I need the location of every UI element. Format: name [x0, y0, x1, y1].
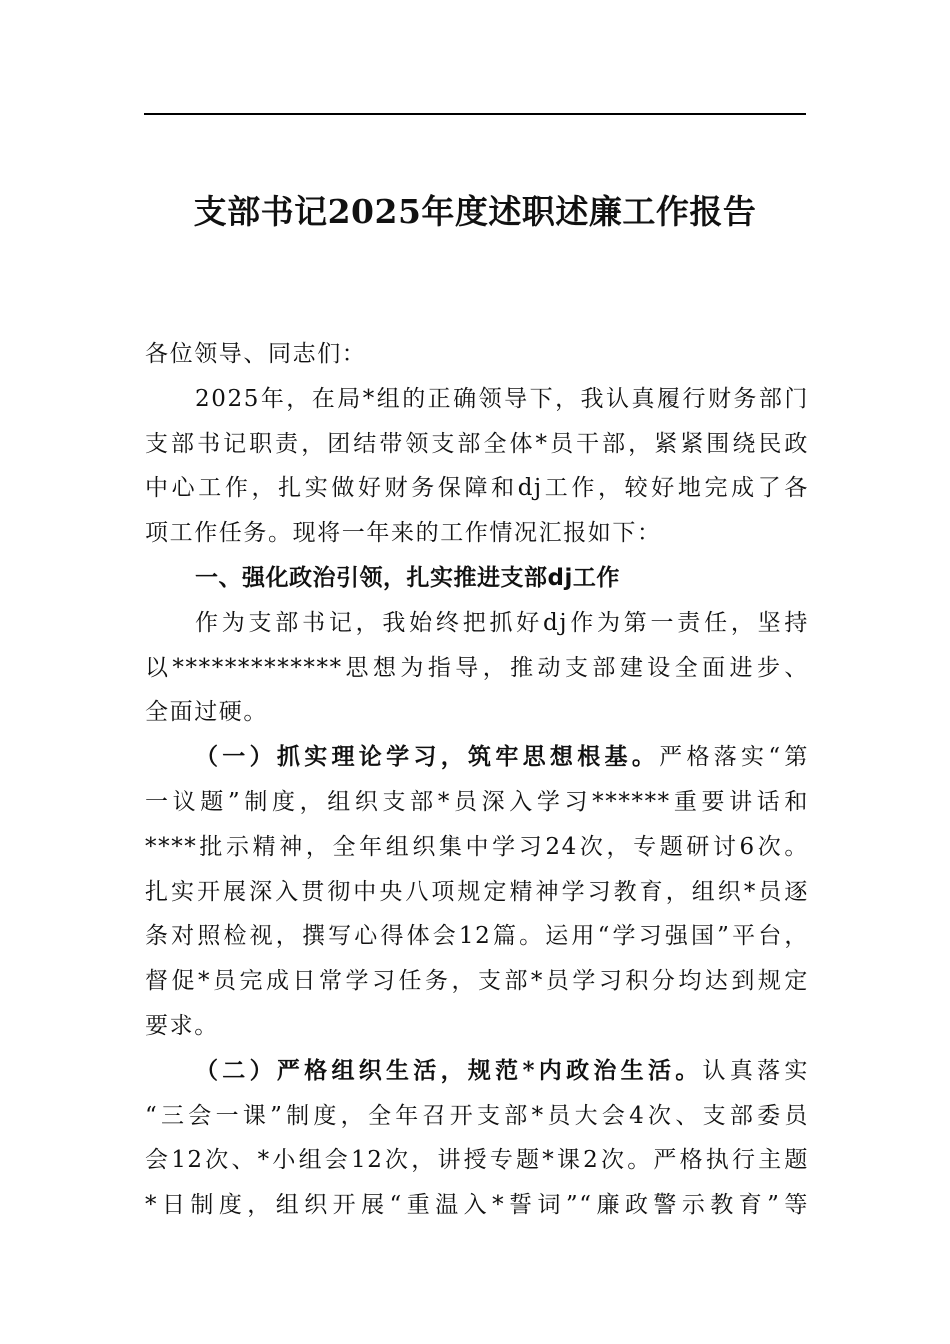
salutation: 各位领导、同志们： [145, 341, 367, 367]
intro-line: 支部书记职责，团结带领支部全体*员干部，紧紧围绕民政 [145, 430, 809, 457]
subsection-2-line: 会12次、*小组会12次，讲授专题*课2次。严格执行主题 [145, 1147, 809, 1174]
subsection-1-lead: （一）抓实理论学习，筑牢思想根基。 [195, 743, 660, 771]
subsection-1-line: 一议题”制度，组织支部*员深入学习******重要讲话和 [145, 788, 809, 815]
document-body [145, 332, 809, 1228]
subsection-1-line: 扎实开展深入贯彻中央八项规定精神学习教育，组织*员逐 [145, 878, 809, 905]
document-title: 支部书记2025年度述职述廉工作报告 [193, 192, 757, 231]
subsection-1-first-line [145, 735, 809, 780]
subsection-2-lead: （二）严格组织生活，规范*内政治生活。 [195, 1056, 703, 1084]
subsection-1-line: 条对照检视，撰写心得体会12篇。运用“学习强国”平台， [145, 923, 809, 950]
subsection-1-line: 督促*员完成日常学习任务，支部*员学习积分均达到规定 [145, 968, 809, 995]
subsection-1-line: ****批示精神，全年组织集中学习24次，专题研讨6次。 [145, 833, 809, 860]
section-1-line: 全面过硬。 [145, 699, 268, 726]
subsection-2-first-rest: 认真落实 [702, 1057, 809, 1084]
intro-line: 2025年，在局*组的正确领导下，我认真履行财务部门 [195, 385, 809, 412]
section-1-line: 以*************思想为指导，推动支部建设全面进步、 [145, 654, 809, 681]
section-1-heading: 一、强化政治引领，扎实推进支部dj工作 [195, 564, 620, 591]
subsection-1-first-rest: 严格落实“第 [659, 744, 810, 771]
subsection-2-first-line [145, 1049, 809, 1094]
intro-line: 中心工作，扎实做好财务保障和dj工作，较好地完成了各 [145, 475, 809, 502]
section-1-line: 作为支部书记，我始终把抓好dj作为第一责任，坚持 [195, 609, 809, 636]
subsection-2-line: “三会一课”制度，全年召开支部*员大会4次、支部委员 [145, 1102, 809, 1129]
subsection-1-line: 要求。 [145, 1012, 219, 1039]
subsection-2-line: *日制度，组织开展“重温入*誓词”“廉政警示教育”等 [145, 1192, 809, 1219]
header-rule [144, 113, 806, 115]
intro-line: 项工作任务。现将一年来的工作情况汇报如下： [145, 520, 662, 547]
